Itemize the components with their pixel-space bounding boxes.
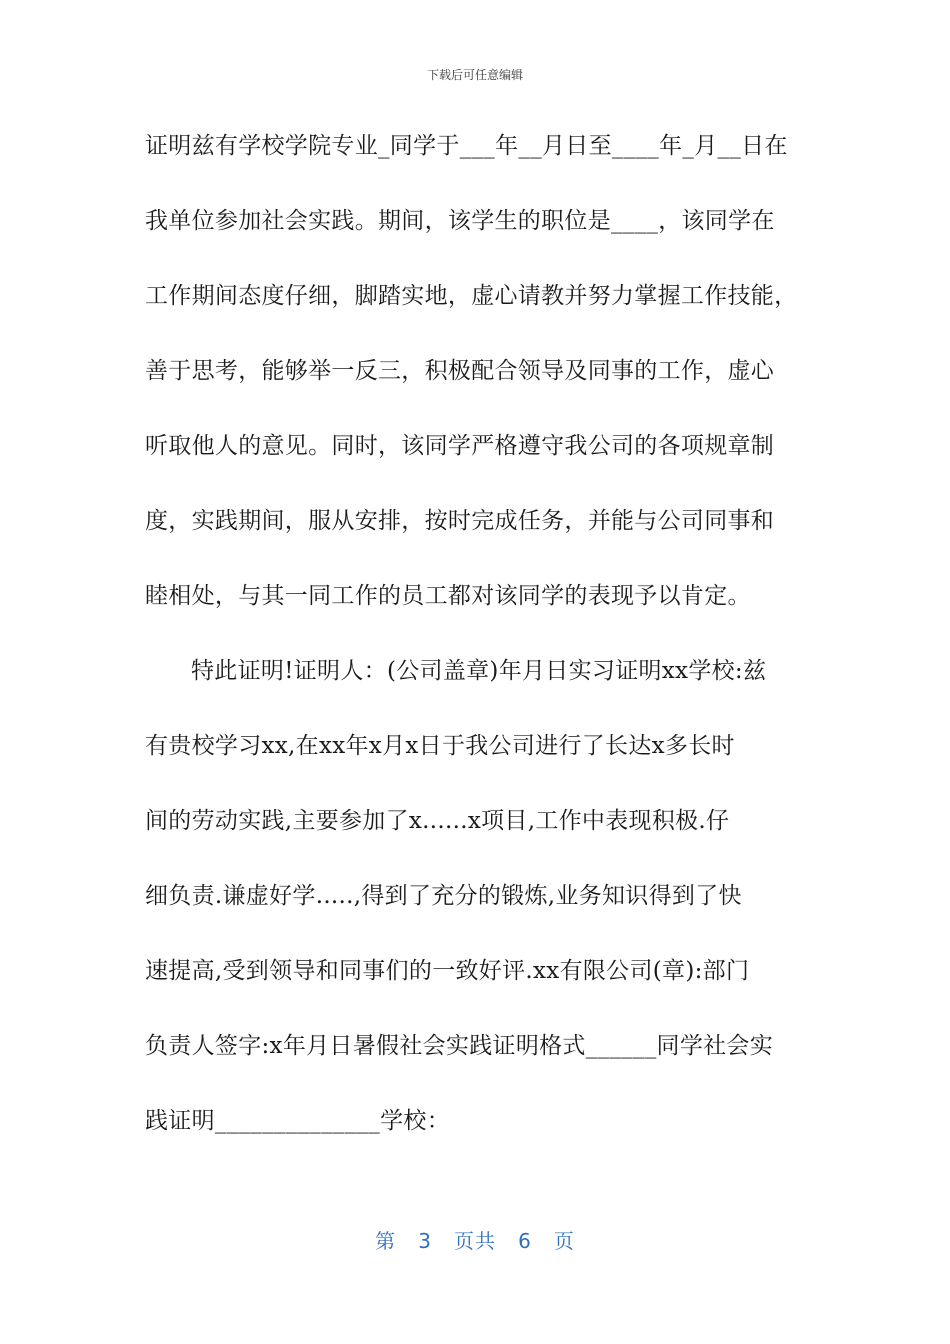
footer-total-pages: 6 [518, 1229, 532, 1253]
paragraph-line: 间的劳动实践,主要参加了x......x项目,工作中表现积极.仔 [145, 808, 730, 834]
paragraph-line: 特此证明!证明人：(公司盖章)年月日实习证明xx学校:兹 [191, 658, 767, 684]
paragraph-line: 度，实践期间，服从安排，按时完成任务，并能与公司同事和 [145, 508, 775, 534]
footer-label-prefix: 第 [375, 1229, 397, 1253]
paragraph-line: 睦相处，与其一同工作的员工都对该同学的表现予以肯定。 [145, 583, 751, 609]
footer-label-mid: 页共 [454, 1229, 496, 1253]
paragraph-line: 我单位参加社会实践。期间，该学生的职位是____，该同学在 [145, 208, 775, 234]
document-body [145, 122, 810, 1172]
paragraph-line: 践证明______________学校： [145, 1108, 450, 1134]
page-header: 下载后可任意编辑 [426, 68, 523, 82]
footer-label-suffix: 页 [553, 1229, 575, 1253]
paragraph-line: 善于思考，能够举一反三，积极配合领导及同事的工作，虚心 [145, 358, 775, 384]
paragraph-line: 负责人签字:x年月日暑假社会实践证明格式______同学社会实 [145, 1033, 774, 1059]
paragraph-line: 细负责.谦虚好学.....,得到了充分的锻炼,业务知识得到了快 [145, 883, 742, 909]
paragraph-line: 证明兹有学校学院专业_同学于___年__月日至____年_月__日在 [145, 133, 788, 159]
paragraph-line: 有贵校学习xx,在xx年x月x日于我公司进行了长达x多长时 [145, 733, 735, 759]
paragraph-line: 听取他人的意见。同时，该同学严格遵守我公司的各项规章制 [145, 433, 775, 459]
paragraph-line: 速提高,受到领导和同事们的一致好评.xx有限公司(章):部门 [145, 958, 750, 984]
footer-current-page: 3 [418, 1229, 432, 1253]
paragraph-line: 工作期间态度仔细，脚踏实地，虚心请教并努力掌握工作技能， [145, 283, 798, 309]
page-number-footer [0, 1225, 950, 1254]
